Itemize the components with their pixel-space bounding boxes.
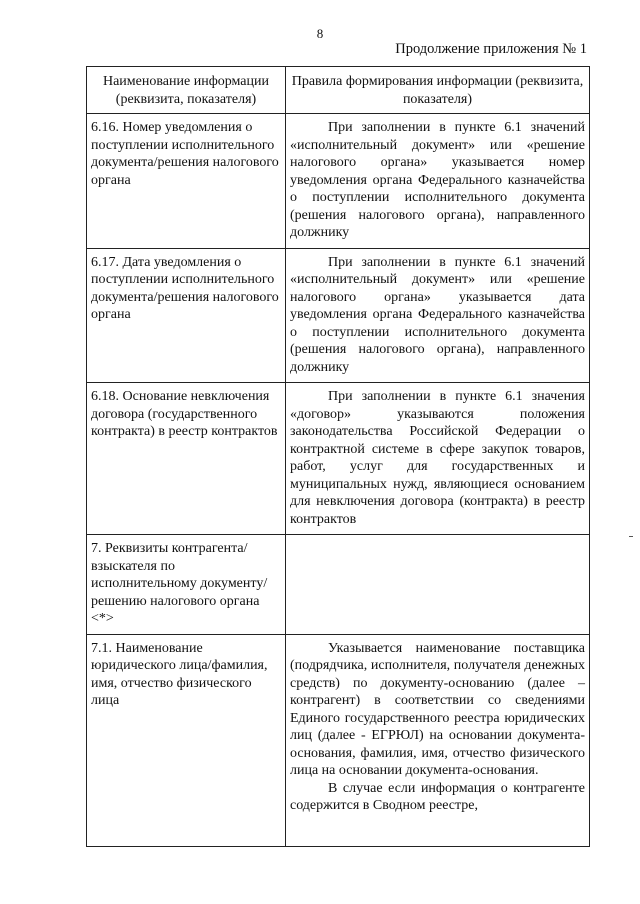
table-row [87,535,590,635]
rule-paragraph: При заполнении в пункте 6.1 значений «исполнительный документ» или «решение налогового органа» указывается дата уведомления органа Федерального казначейства о поступлении исполнительного документа (решения налогового органа), направленного должнику [290,254,585,375]
table-header-row [87,67,590,114]
row-name-6-16: 6.16. Номер уведомления о поступлении исполнительного документа/решения налогового органа [87,114,286,249]
scan-edge-mark [629,536,633,537]
column-header-formation-rules: Правила формирования информации (реквизита, показателя) [286,67,590,114]
row-name-7-1: 7.1. Наименование юридического лица/фамилия, имя, отчество физического лица [87,634,286,846]
rule-paragraph: При заполнении в пункте 6.1 значения «договор» указываются положения законодательства Российской Федерации о контрактной системе в сфере закупок товаров, работ, услуг для государственных и муниципальных нужд, являющиеся основанием для невключения договора (контракта) в реестр контрактов [290,389,585,527]
row-name-7: 7. Реквизиты контрагента/взыскателя по исполнительному документу/решению налогового органа <*> [87,535,286,635]
table-row [87,634,590,846]
row-rule-6-17 [286,248,590,383]
row-name-6-17: 6.17. Дата уведомления о поступлении исполнительного документа/решения налогового органа [87,248,286,383]
row-rule-6-16 [286,114,590,249]
rule-paragraph: При заполнении в пункте 6.1 значений «исполнительный документ» или «решение налогового органа» указывается номер уведомления органа Федерального казначейства о поступлении исполнительного документа (решения налогового органа), направленного должнику [290,120,585,240]
column-header-information-name: Наименование информации (реквизита, показателя) [87,67,286,114]
page-number: 8 [316,26,324,41]
table-row [87,383,590,535]
information-rules-table [86,66,590,847]
row-rule-7-1 [286,634,590,846]
table-row [87,248,590,383]
rule-paragraph: В случае если информация о контрагенте содержится в Сводном реестре, [290,780,585,813]
table-row [87,114,590,249]
row-name-6-18: 6.18. Основание невключения договора (государственного контракта) в реестр контрактов [87,383,286,535]
appendix-continuation-label: Продолжение приложения № 1 [395,41,587,57]
row-rule-6-18 [286,383,590,535]
row-rule-7-empty [286,535,590,635]
rule-paragraph: Указывается наименование поставщика (подрядчика, исполнителя, получателя денежных средств) по документу-основанию (далее – контрагент) в соответствии со сведениями Единого государственного реестра юридических лиц (далее - ЕГРЮЛ) на основании документа-основания, фамилия, имя, отчество физического лица на основании документа-основания. [290,640,585,778]
